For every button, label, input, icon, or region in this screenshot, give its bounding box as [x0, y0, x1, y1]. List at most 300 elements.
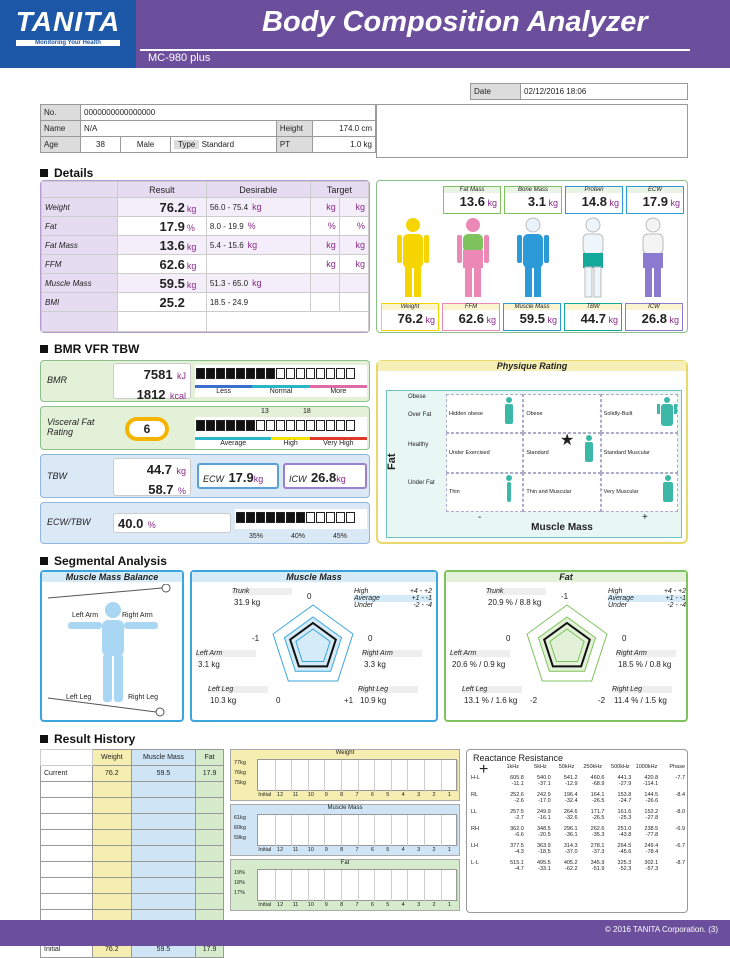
icw-unit: kg [336, 474, 346, 484]
tbw-kg: 44.7 [146, 462, 173, 477]
ecwtbw-tick-40: 40% [291, 533, 306, 540]
reactance-x-value: -62.2 [565, 866, 578, 872]
segment-label: Trunk [486, 588, 546, 595]
reactance-col-header: 1kHz [506, 764, 519, 770]
history-gridline [407, 760, 408, 792]
physique-cell [523, 394, 600, 433]
muscle-balance-title: Muscle Mass Balance [42, 572, 182, 582]
muscle-mass-panel [190, 570, 438, 722]
balance-right-leg: Right Leg [128, 694, 158, 701]
history-blank-row [41, 846, 224, 862]
reactance-x-value: -2.6 [514, 798, 524, 804]
radar-axis-label: 0 [622, 634, 627, 643]
footer-copyright: © 2016 TANITA Corporation. (3) [604, 925, 718, 934]
reactance-row [471, 826, 685, 838]
reactance-r-value: -7.7 [675, 775, 686, 781]
scale-segment [346, 368, 355, 379]
figure-bottom-unit: kg [422, 315, 435, 325]
reactance-row [471, 809, 685, 821]
details-desirable-unit: kg [252, 202, 262, 212]
scale-segment [226, 368, 235, 379]
reactance-x-value: -77.8 [645, 832, 659, 838]
physique-cell-label: Standard Muscular [603, 449, 650, 456]
history-x-tick: 9 [324, 792, 328, 798]
scale-segment [326, 420, 335, 431]
figure-bottom-box [564, 303, 622, 331]
balance-right-arm: Right Arm [122, 612, 153, 619]
reactance-r-value: 252.6 [510, 792, 524, 798]
physique-cell [446, 433, 523, 472]
icw-box [283, 463, 367, 489]
age-value: 38 [81, 137, 121, 153]
figure-bottom-value: 76.2 [397, 311, 423, 326]
history-col-fat: Fat [196, 750, 224, 766]
blank-info-box [376, 104, 688, 158]
details-section-title: Details [40, 166, 93, 180]
reactance-row-label: LL [471, 809, 478, 815]
details-row [42, 274, 369, 293]
figure-top-unit: kg [484, 198, 497, 208]
segment-label: Trunk [232, 588, 292, 595]
icw-label: ICW [289, 474, 307, 484]
reactance-col-header: 5kHz [534, 764, 547, 770]
history-x-tick: 8 [340, 847, 344, 853]
scale-segment [316, 368, 325, 379]
ecwtbw-unit: % [147, 520, 156, 530]
details-desirable-unit: kg [247, 240, 258, 250]
figure-tbw [583, 218, 603, 297]
reactance-x-value: -37.1 [538, 781, 551, 787]
height-unit: cm [361, 124, 372, 133]
reactance-x-value: -11.1 [511, 781, 524, 787]
bmr-kj: 7581 [143, 367, 173, 382]
reactance-panel [466, 749, 688, 913]
history-gridline [341, 870, 342, 902]
scale-segment [306, 420, 315, 431]
radar-axis-label: 0 [307, 592, 312, 601]
reactance-x-value [658, 849, 685, 855]
segment-label: Left Leg [462, 686, 522, 693]
details-target-unit [310, 293, 339, 312]
history-gridline [374, 760, 375, 792]
figure-bottom-unit: kg [544, 315, 557, 325]
ecwtbw-label: ECW/TBW [47, 517, 91, 527]
details-result: 76.2 [159, 199, 185, 215]
reactance-x-value: -27.8 [645, 815, 659, 821]
figure-top-box [443, 186, 501, 214]
reactance-r-value: 540.0 [536, 775, 551, 781]
scale-segment [326, 368, 335, 379]
tbw-pct-unit: % [177, 486, 186, 496]
history-y-tick: 77kg [234, 760, 246, 766]
history-y-tick: 60kg [234, 825, 246, 831]
vfr-value: 6 [125, 417, 169, 441]
details-result-unit: kg [186, 241, 197, 252]
ecw-label: ECW [203, 474, 224, 484]
figure-bottom-unit: kg [483, 315, 496, 325]
legend-range: -2 - -4 [667, 602, 686, 609]
segment-value: 31.9 kg [234, 598, 261, 607]
history-chart [230, 804, 460, 856]
reactance-r-value: 515.1 [510, 860, 524, 866]
reactance-x-value: -24.7 [618, 798, 632, 804]
history-x-tick: 8 [340, 792, 344, 798]
history-charts [230, 749, 460, 913]
figure-bottom-label: TBW [565, 304, 621, 310]
scale-segment [286, 512, 295, 523]
figure-bottom-box [442, 303, 500, 331]
reactance-x-value: -68.9 [591, 781, 605, 787]
reactance-x-value: -78.4 [645, 849, 659, 855]
details-desirable: 5.4 - 15.6 [209, 241, 244, 250]
body-figures [385, 217, 681, 301]
details-row [42, 255, 369, 274]
reactance-r-value: 405.2 [563, 860, 578, 866]
figure-top-unit: kg [545, 198, 558, 208]
reactance-x-value: -45.6 [618, 849, 632, 855]
ecw-unit: kg [253, 474, 264, 484]
reactance-row-label: RL [471, 792, 479, 798]
tbw-panel [40, 454, 370, 498]
history-y-tick: 76kg [234, 770, 246, 776]
details-result: 17.9 [159, 218, 185, 234]
details-result: 13.6 [159, 237, 185, 253]
vfr-tick-18: 18 [303, 408, 311, 415]
history-x-tick: 1 [447, 902, 451, 908]
name-label: Name [41, 121, 81, 137]
bmr-kcal: 1812 [136, 387, 166, 402]
figure-bottom-box [503, 303, 561, 331]
segment-label: Right Leg [612, 686, 672, 693]
history-corner [41, 750, 93, 766]
history-x-tick: 2 [432, 902, 436, 908]
physique-figure-standard-icon [582, 434, 596, 464]
tbw-values [113, 458, 191, 496]
history-col-weight: Weight [93, 750, 132, 766]
history-col-muscle: Muscle Mass [131, 750, 196, 766]
radar-chart [522, 602, 612, 692]
reactance-col-header: 500kHz [611, 764, 630, 770]
reactance-x-value: -6.6 [514, 832, 524, 838]
segment-value: 10.3 kg [210, 696, 237, 705]
scale-segment [286, 420, 295, 431]
reactance-r-value: 377.5 [510, 843, 524, 849]
history-y-tick: 75kg [234, 780, 246, 786]
physique-figure-thin-icon [502, 474, 516, 504]
ecw-value: 17.9 [228, 470, 254, 485]
reactance-r-value: 325.3 [617, 860, 632, 866]
name-value: N/A [81, 121, 277, 137]
model-name: MC-980 plus [148, 52, 211, 64]
physique-cell [601, 433, 678, 472]
history-blank-row [41, 878, 224, 894]
scale-segment [226, 420, 235, 431]
reactance-x-value: -17.0 [538, 798, 551, 804]
reactance-x-value: -36.1 [565, 832, 578, 838]
segment-value: 13.1 % / 1.6 kg [464, 696, 518, 705]
bmr-scale-less: Less [216, 388, 232, 395]
legend-range: +1 - -1 [665, 595, 686, 602]
history-initial-weight: 76.2 [93, 942, 132, 958]
radar-axis-label: +1 [344, 696, 354, 705]
figure-bottom-label: Muscle Mass [504, 304, 560, 310]
no-value: 0000000000000000 [81, 105, 376, 121]
reactance-r-value: -6.9 [675, 826, 686, 832]
tbw-pct: 58.7 [148, 482, 174, 497]
history-gridline [441, 760, 442, 792]
history-x-tick: 1 [447, 847, 451, 853]
title-underline [140, 49, 690, 51]
details-row-label: FFM [42, 255, 118, 274]
legend-level: Average [354, 595, 380, 602]
scale-segment [326, 512, 335, 523]
bmr-scale [195, 365, 367, 397]
type-label: Type [174, 140, 199, 149]
history-y-tick: 17% [234, 890, 246, 896]
reactance-x-value: -32.4 [565, 798, 578, 804]
physique-cell-label: Obese [526, 410, 543, 417]
fat-panel [444, 570, 688, 722]
x-plus: + [642, 512, 648, 523]
details-result-unit: % [186, 222, 195, 233]
history-x-tick: 12 [277, 902, 284, 908]
history-initial-fat: 17.9 [196, 942, 224, 958]
scale-segment [196, 420, 205, 431]
details-target-unit-2: kg [339, 255, 368, 274]
reactance-col-header: Phase [669, 764, 686, 770]
history-x-tick: 5 [386, 792, 390, 798]
details-target-unit: kg [310, 236, 339, 255]
history-gridline [358, 815, 359, 847]
reactance-r-value: 495.5 [536, 860, 551, 866]
history-x-tick: 10 [307, 792, 314, 798]
reactance-r-value: 257.5 [510, 809, 524, 815]
scale-segment [316, 420, 325, 431]
date-value: 02/12/2016 18:06 [521, 84, 688, 100]
figure-top-label: ECW [627, 187, 683, 193]
physique-cell-label: Standard [526, 449, 549, 456]
scale-segment [246, 512, 255, 523]
history-gridline [275, 870, 276, 902]
reactance-r-value: 362.0 [510, 826, 524, 832]
reactance-x-value: -20.5 [538, 832, 551, 838]
details-desirable-unit: kg [252, 278, 262, 288]
history-y-tick: 61kg [234, 815, 246, 821]
figure-bottom-label: Weight [382, 304, 438, 310]
radar-title: Muscle Mass [192, 572, 436, 582]
reactance-row [471, 843, 685, 855]
figure-top-box [626, 186, 684, 214]
history-gridline [391, 870, 392, 902]
reactance-col-header: 50kHz [558, 764, 575, 770]
details-row-label: Fat [42, 217, 118, 236]
scale-segment [266, 368, 275, 379]
scale-segment [206, 368, 215, 379]
legend-level: Under [354, 602, 374, 609]
history-gridline [324, 760, 325, 792]
plus-icon: + [479, 761, 489, 778]
scale-segment [206, 420, 215, 431]
radar-axis-label: -1 [252, 634, 260, 643]
scale-segment [266, 420, 275, 431]
history-x-tick: Initial [258, 792, 272, 798]
history-x-tick: 4 [401, 847, 405, 853]
reactance-x-value: -26.5 [591, 815, 605, 821]
reactance-r-value: 164.1 [590, 792, 605, 798]
radar-axis-label: -1 [561, 592, 569, 601]
physique-cell-label: Thin and Muscular [526, 489, 572, 496]
reactance-r-value: 363.9 [536, 843, 551, 849]
history-gridline [358, 760, 359, 792]
row-obese: Obese [408, 394, 426, 400]
tbw-label: TBW [47, 471, 67, 481]
radar-axis-label: 0 [276, 696, 281, 705]
segment-label: Right Leg [358, 686, 418, 693]
history-gridline [457, 870, 458, 902]
reactance-row [471, 860, 685, 872]
scale-segment [276, 512, 285, 523]
vfr-scale-high: High [283, 440, 298, 447]
history-chart [230, 859, 460, 911]
history-gridline [441, 815, 442, 847]
figure-bottom-unit: kg [666, 315, 679, 325]
details-row [42, 236, 369, 255]
reactance-title: Reactance Resistance [473, 753, 564, 763]
history-x-tick: 9 [324, 902, 328, 908]
radar-title: Fat [446, 572, 686, 582]
reactance-r-value: 196.4 [563, 792, 578, 798]
history-gridline [424, 815, 425, 847]
history-x-tick: 3 [417, 902, 421, 908]
reactance-r-value: 264.6 [563, 809, 578, 815]
reactance-row-label: LH [471, 843, 479, 849]
history-x-tick: 9 [324, 847, 328, 853]
physique-title: Physique Rating [378, 361, 686, 371]
radar-axis-label: 0 [368, 634, 373, 643]
history-y-tick: 19% [234, 870, 246, 876]
reactance-x-value: -114.1 [642, 781, 659, 787]
reactance-x-value: -25.3 [618, 815, 632, 821]
scale-segment [306, 512, 315, 523]
reactance-r-value: 302.1 [644, 860, 659, 866]
col-target: Target [310, 182, 368, 198]
figure-top-label: Fat Mass [444, 187, 500, 193]
reactance-x-value: -27.9 [618, 781, 632, 787]
reactance-x-value: -2.7 [514, 815, 524, 821]
scale-segment [266, 512, 275, 523]
reactance-r-value: 420.8 [644, 775, 659, 781]
physique-cell-label: Very Muscular [603, 489, 639, 496]
history-x-tick: 8 [340, 902, 344, 908]
segment-value: 18.5 % / 0.8 kg [618, 660, 672, 669]
logo-tagline: Monitoring Your Health [16, 40, 120, 46]
history-x-tick: 4 [401, 792, 405, 798]
reactance-x-value: -33.1 [538, 866, 551, 872]
details-result: 25.2 [159, 294, 185, 310]
reactance-x-value: -12.9 [565, 781, 578, 787]
legend-level: High [354, 588, 369, 595]
figure-top-value: 3.1 [527, 194, 546, 209]
bmr-scale-more: More [330, 388, 347, 395]
segment-label: Left Arm [196, 650, 256, 657]
scale-segment [196, 368, 205, 379]
history-gridline [391, 815, 392, 847]
sex-value: Male [121, 137, 171, 153]
history-x-tick: 12 [277, 792, 284, 798]
details-row-label: BMI [42, 293, 118, 312]
figure-top-label: Protein [566, 187, 622, 193]
details-result-unit: kg [186, 203, 197, 214]
reactance-r-value: 153.8 [617, 792, 632, 798]
radar-axis-label: -2 [598, 696, 606, 705]
history-current-weight: 76.2 [93, 766, 132, 782]
scale-segment [336, 420, 345, 431]
details-target-unit-2 [339, 293, 368, 312]
vfr-scale-very-high: Very High [323, 440, 354, 447]
reactance-x-value: -26.5 [591, 798, 605, 804]
reactance-r-value: 541.2 [563, 775, 578, 781]
scale-segment [336, 368, 345, 379]
history-gridline [308, 815, 309, 847]
figure-bottom-value: 59.5 [519, 311, 545, 326]
segment-label: Left Leg [208, 686, 268, 693]
details-desirable: 56.0 - 75.4 [209, 203, 249, 212]
history-blank-row [41, 894, 224, 910]
bmr-section-title: BMR VFR TBW [40, 342, 139, 356]
history-blank-row [41, 798, 224, 814]
reactance-x-value: -37.0 [565, 849, 578, 855]
details-result-unit: kg [186, 260, 197, 271]
reactance-x-value: -26.6 [645, 798, 659, 804]
history-gridline [324, 815, 325, 847]
no-label: No. [41, 105, 81, 121]
history-x-tick: 6 [370, 792, 374, 798]
ecwtbw-panel [40, 502, 370, 544]
details-row-label: Fat Mass [42, 236, 118, 255]
reactance-r-value: 264.5 [617, 843, 632, 849]
segment-value: 3.3 kg [364, 660, 386, 669]
reactance-r-value: 242.9 [536, 792, 551, 798]
history-gridline [391, 760, 392, 792]
scale-segment [276, 368, 285, 379]
balance-left-arm: Left Arm [72, 612, 99, 619]
scale-segment [236, 368, 245, 379]
reactance-col-header: 1000kHz [635, 764, 658, 770]
segment-label: Right Arm [362, 650, 422, 657]
physique-figure-very-muscular-icon [658, 474, 678, 504]
reactance-x-value: -35.3 [591, 832, 605, 838]
reactance-r-value: 314.3 [563, 843, 578, 849]
radar-legend [354, 588, 432, 609]
muscle-balance-panel [40, 570, 184, 722]
figure-bottom-box [381, 303, 439, 331]
history-x-tick: 11 [292, 847, 299, 853]
history-x-tick: 11 [292, 902, 299, 908]
reactance-r-value: -8.4 [675, 792, 686, 798]
scale-segment [346, 512, 355, 523]
date-table [470, 83, 688, 100]
figure-top-unit: kg [606, 198, 619, 208]
figure-bottom-value: 62.6 [458, 311, 484, 326]
radar-legend [608, 588, 686, 609]
scale-segment [286, 368, 295, 379]
figure-bottom-label: FFM [443, 304, 499, 310]
details-result: 62.6 [159, 256, 185, 272]
figure-top-unit: kg [667, 198, 680, 208]
history-chart-title: Fat [340, 860, 350, 866]
history-gridline [275, 815, 276, 847]
history-y-tick: 59kg [234, 835, 246, 841]
